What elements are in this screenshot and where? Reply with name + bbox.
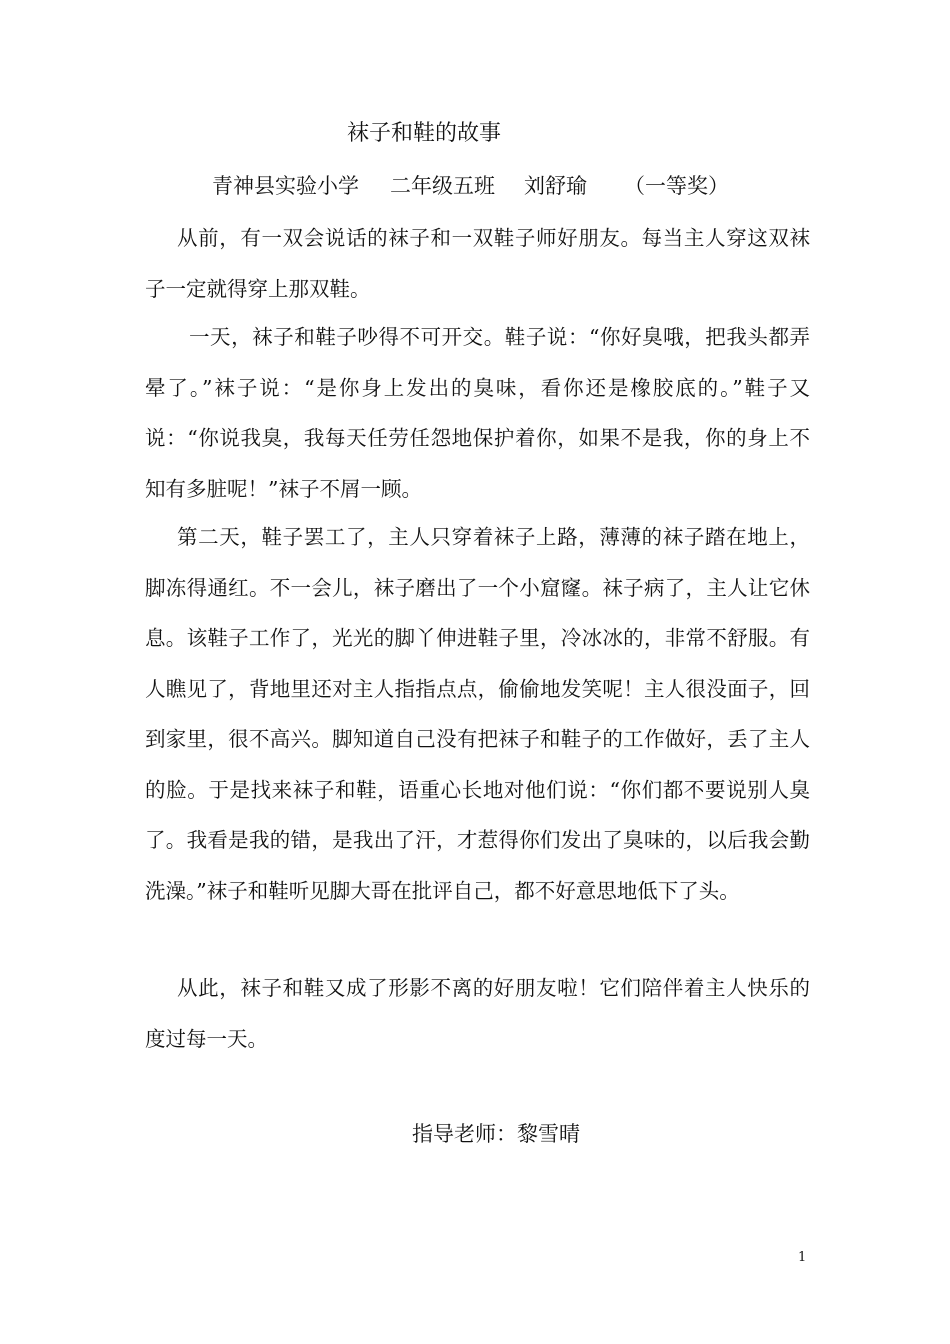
paragraph-2: 一天，袜子和鞋子吵得不可开交。鞋子说：“你好臭哦，把我头都弄晕了。”袜子说：“是你身上发出的臭味，看你还是橡胶底的。”鞋子又说：“你说我臭，我每天任劳任怨地保护着你，如果不是我，你的身上不知有多脏呢！”袜子不屑一顾。: [145, 325, 810, 501]
paragraph-3: 第二天，鞋子罢工了，主人只穿着袜子上路，薄薄的袜子踏在地上，脚冻得通红。不一会儿，袜子磨出了一个小窟窿。袜子病了，主人让它休息。该鞋子工作了，光光的脚丫伸进鞋子里，冷冰冰的，非常不舒服。有人瞧见了，背地里还对主人指指点点，偷偷地发笑呢！主人很没面子，回到家里，很不高兴。脚知道自己没有把袜子和鞋子的工作做好，丢了主人的脸。于是找来袜子和鞋，语重心长地对他们说：“你们都不要说别人臭了。我看是我的错，是我出了汗，才惹得你们发出了臭味的，以后我会勤洗澡。”袜子和鞋听见脚大哥在批评自己，都不好意思地低下了头。: [145, 525, 810, 903]
paragraph-1: 从前，有一双会说话的袜子和一双鞋子师好朋友。每当主人穿这双袜子一定就得穿上那双鞋。: [145, 226, 810, 301]
author-byline: [212, 170, 729, 202]
school-name: 青神县实验小学: [212, 174, 359, 198]
paragraph-4: 从此，袜子和鞋又成了形影不离的好朋友啦！它们陪伴着主人快乐的度过每一天。: [145, 976, 810, 1051]
teacher-credit: 指导老师：黎雪晴: [412, 1122, 580, 1146]
page-number: 1: [798, 1250, 807, 1265]
document-title: 袜子和鞋的故事: [347, 121, 502, 146]
award-label: （一等奖）: [624, 174, 729, 198]
author-name: 刘舒瑜: [524, 174, 587, 198]
class-name: 二年级五班: [390, 174, 495, 198]
